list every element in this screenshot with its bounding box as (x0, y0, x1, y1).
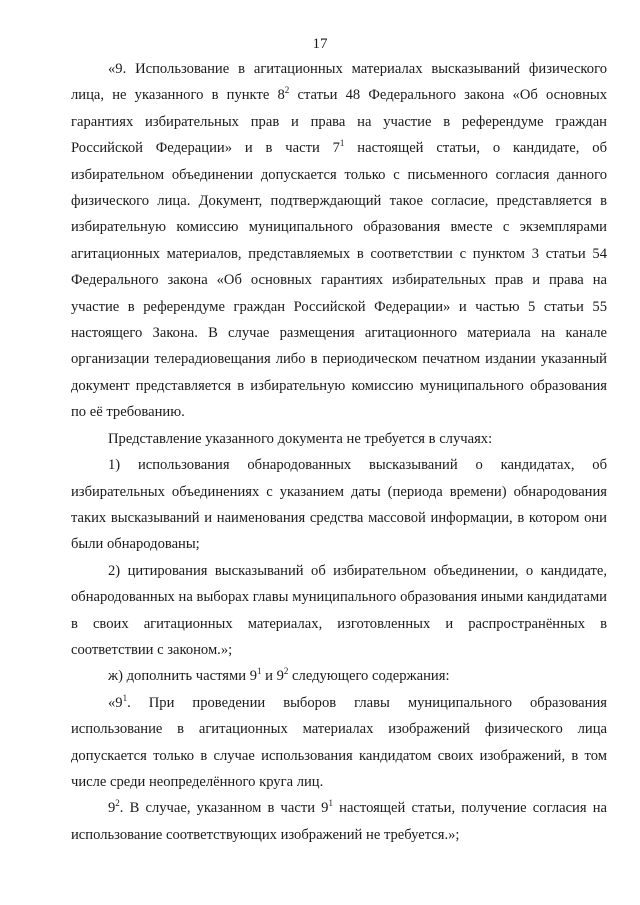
text-segment: «9. Использование в агитационных материалах высказываний физического лица, не указанного в пункте 8 (71, 61, 607, 104)
superscript: 1 (328, 798, 333, 809)
superscript: 1 (122, 692, 128, 703)
paragraph (71, 795, 607, 848)
text-segment: 2) цитирования высказываний об избирательном объединении, о кандидате, обнародованных на выборах главы муниципального образования иными кандидатами в своих агитационных материалах, изготовленных и распространённых в соответствии с законом.»; (71, 562, 607, 658)
paragraph (71, 558, 607, 664)
text-segment: и 9 (261, 668, 284, 685)
text-segment: следующего содержания: (288, 668, 450, 685)
text-segment: ж) дополнить частями 9 (108, 668, 257, 685)
superscript: 1 (339, 138, 345, 149)
text-segment: статьи 48 Федерального закона «Об основных гарантиях избирательных прав и права на участие в референдуме граждан Российской Федерации» и в части 7 (71, 87, 608, 157)
document-body (71, 56, 607, 848)
text-segment: . При проведении выборов главы муниципального образования использование в агитационных материалах изображений физического лица допускается только в случае использования кандидатом своих изображений, в том числе среди неопределённого круга лиц. (71, 694, 607, 790)
superscript: 1 (257, 666, 262, 677)
text-segment: «9 (108, 694, 123, 711)
text-segment: настоящей статьи, о кандидате, об избирательном объединении допускается только с письменного согласия данного физического лица. Документ, подтверждающий такое согласие, представляется в избирательную комиссию муниципального образования вместе с экземплярами агитационных материалов, представляемых в соответствии с пунктом 3 статьи 54 Федерального закона «Об основных гарантиях избирательных прав и права на участие в референдуме граждан Российской Федерации» и частью 5 статьи 55 настоящего Закона. В случае размещения агитационного материала на канале организации телерадиовещания либо в периодическом печатном издании указанный документ представляется в избирательную комиссию муниципального образования по её требованию. (71, 140, 607, 421)
text-segment: . В случае, указанном в части 9 (119, 800, 329, 817)
superscript: 2 (115, 798, 120, 809)
text-segment: 1) использования обнародованных высказываний о кандидатах, об избирательных объединениях с указанием даты (периода времени) обнародования таких высказываний и наименования средства массовой информации, в котором они были обнародованы; (71, 457, 607, 553)
paragraph (71, 663, 607, 689)
paragraph (71, 690, 607, 796)
text-segment: Представление указанного документа не требуется в случаях: (108, 430, 493, 447)
page-number: 17 (312, 36, 328, 52)
superscript: 2 (283, 666, 289, 677)
text-segment: настоящей статьи, получение согласия на использование соответствующих изображений не требуется.»; (71, 800, 608, 843)
paragraph (71, 56, 607, 426)
superscript: 2 (284, 85, 290, 96)
text-segment: 9 (108, 800, 116, 817)
paragraph (71, 452, 607, 558)
paragraph (71, 426, 607, 452)
